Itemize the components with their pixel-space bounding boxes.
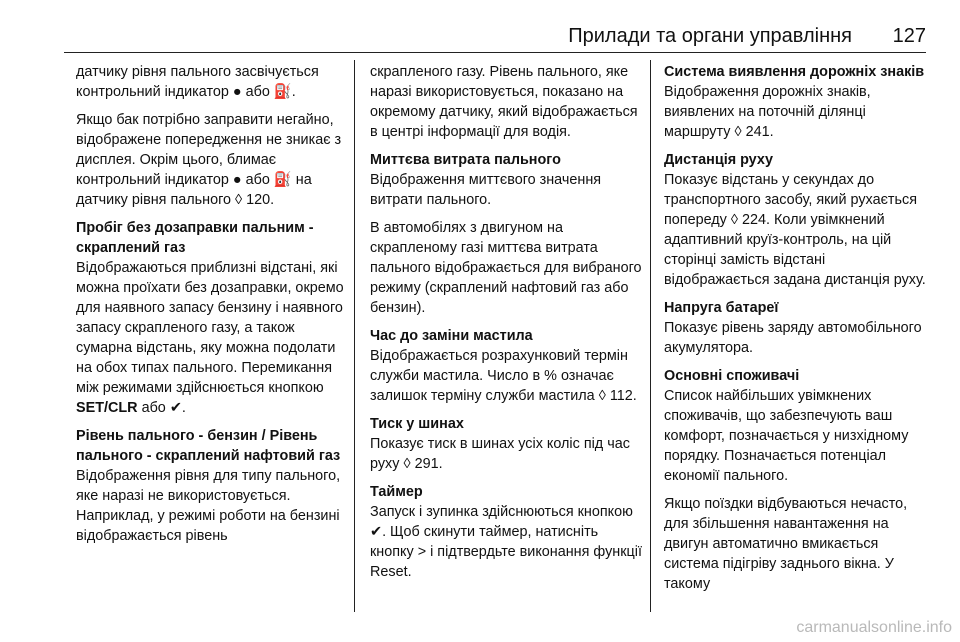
column-2	[370, 62, 644, 590]
fuel-pump-icon: ⛽	[273, 172, 292, 188]
key-label: SET/CLR	[76, 400, 138, 416]
page-reference[interactable]: 224.	[742, 212, 771, 228]
section-heading: Дистанція руху	[664, 152, 774, 168]
paragraph: Відображення дорожніх знаків, виявлених на поточній ділянці маршруту ◊ 241.	[664, 84, 871, 140]
indicator-dot-icon: ●	[232, 84, 242, 100]
indicator-dot-icon: ●	[232, 172, 242, 188]
paragraph: скрапленого газу. Рівень пального, яке наразі використовується, показано на окремому датчику, який відображається в центрі інформації для водія.	[370, 64, 638, 140]
chevron-right-icon: >	[417, 544, 427, 560]
paragraph: Список найбільших увімкнених споживачів, що забезпечують ваш комфорт, позначається у низхідному порядку. Позначається потенціал економії пального.	[664, 388, 909, 484]
page-header	[0, 0, 960, 58]
column-divider-1	[354, 60, 355, 612]
watermark: carmanualsonline.info	[796, 619, 952, 636]
column-1	[76, 62, 348, 554]
page-ref-arrow-icon: ◊	[734, 124, 742, 140]
section-heading: Система виявлення дорожніх знаків	[664, 64, 925, 80]
page-reference[interactable]: 120.	[246, 192, 275, 208]
page-ref-arrow-icon: ◊	[730, 212, 738, 228]
header-divider	[64, 52, 926, 53]
page-number: 127	[892, 25, 926, 47]
paragraph: В автомобілях з двигуном на скрапленому газі миттєва витрата пального відображається для вибраного режиму (скраплений нафтовий газ або бензин).	[370, 220, 642, 316]
column-divider-2	[650, 60, 651, 612]
page-reference[interactable]: 112.	[609, 388, 637, 404]
section-heading: Миттєва витрата пального	[370, 152, 561, 168]
paragraph: Якщо бак потрібно заправити негайно, відображене попередження не зникає з дисплея. Окрім цього, блимає контрольний індикатор ● або ⛽ на датчику рівня пального ◊ 120.	[76, 112, 342, 208]
page-ref-arrow-icon: ◊	[403, 456, 411, 472]
section-heading: Основні споживачі	[664, 368, 800, 384]
paragraph: Відображення рівня для типу пального, яке наразі не використовується. Наприклад, у режимі роботи на бензині відображається рівень	[76, 468, 341, 544]
paragraph: датчику рівня пального засвічується контрольний індикатор ● або ⛽.	[76, 64, 319, 100]
paragraph: Якщо поїздки відбуваються нечасто, для збільшення навантаження на двигун автоматично вмикається система підігріву заднього вікна. У такому	[664, 496, 908, 592]
page-title: Прилади та органи управління	[568, 25, 852, 47]
check-icon: ✔	[370, 524, 383, 540]
section-heading: Напруга батареї	[664, 300, 779, 316]
paragraph: Відображаються приблизні відстані, які можна проїхати без дозаправки, окремо для наявного запасу бензину і наявного запасу скрапленого газу, а також сумарна відстань, яку можна подолати на обох типах пального. Перемикання між режимами здійснюється кнопкою SET/CLR або ✔.	[76, 260, 344, 416]
page-reference[interactable]: 291.	[414, 456, 443, 472]
section-heading: Таймер	[370, 484, 423, 500]
column-3	[664, 62, 934, 602]
section-heading: Пробіг без дозаправки пальним - скраплений газ	[76, 220, 314, 256]
section-heading: Тиск у шинах	[370, 416, 464, 432]
paragraph: Показує відстань у секундах до транспортного засобу, який рухається попереду ◊ 224. Коли увімкнений адаптивний круїз-контроль, на цій сторінці замість відстані відображається задана дистанція руху.	[664, 172, 926, 288]
page-ref-arrow-icon: ◊	[235, 192, 243, 208]
section-heading: Рівень пального - бензин / Рівень пального - скраплений нафтовий газ	[76, 428, 341, 464]
paragraph: Відображення миттєвого значення витрати пального.	[370, 172, 602, 208]
page-reference[interactable]: 241.	[745, 124, 774, 140]
paragraph: Запуск і зупинка здійснюються кнопкою ✔. Щоб скинути таймер, натисніть кнопку > і підтвердьте виконання функції Reset.	[370, 504, 642, 580]
paragraph: Відображається розрахунковий термін служби мастила. Число в % означає залишок терміну служби мастила ◊ 112.	[370, 348, 637, 404]
paragraph: Показує тиск в шинах усіх коліс під час руху ◊ 291.	[370, 436, 630, 472]
section-heading: Час до заміни мастила	[370, 328, 533, 344]
fuel-pump-icon: ⛽	[273, 84, 292, 100]
check-icon: ✔	[169, 400, 182, 416]
paragraph: Показує рівень заряду автомобільного акумулятора.	[664, 320, 922, 356]
page-ref-arrow-icon: ◊	[598, 388, 606, 404]
